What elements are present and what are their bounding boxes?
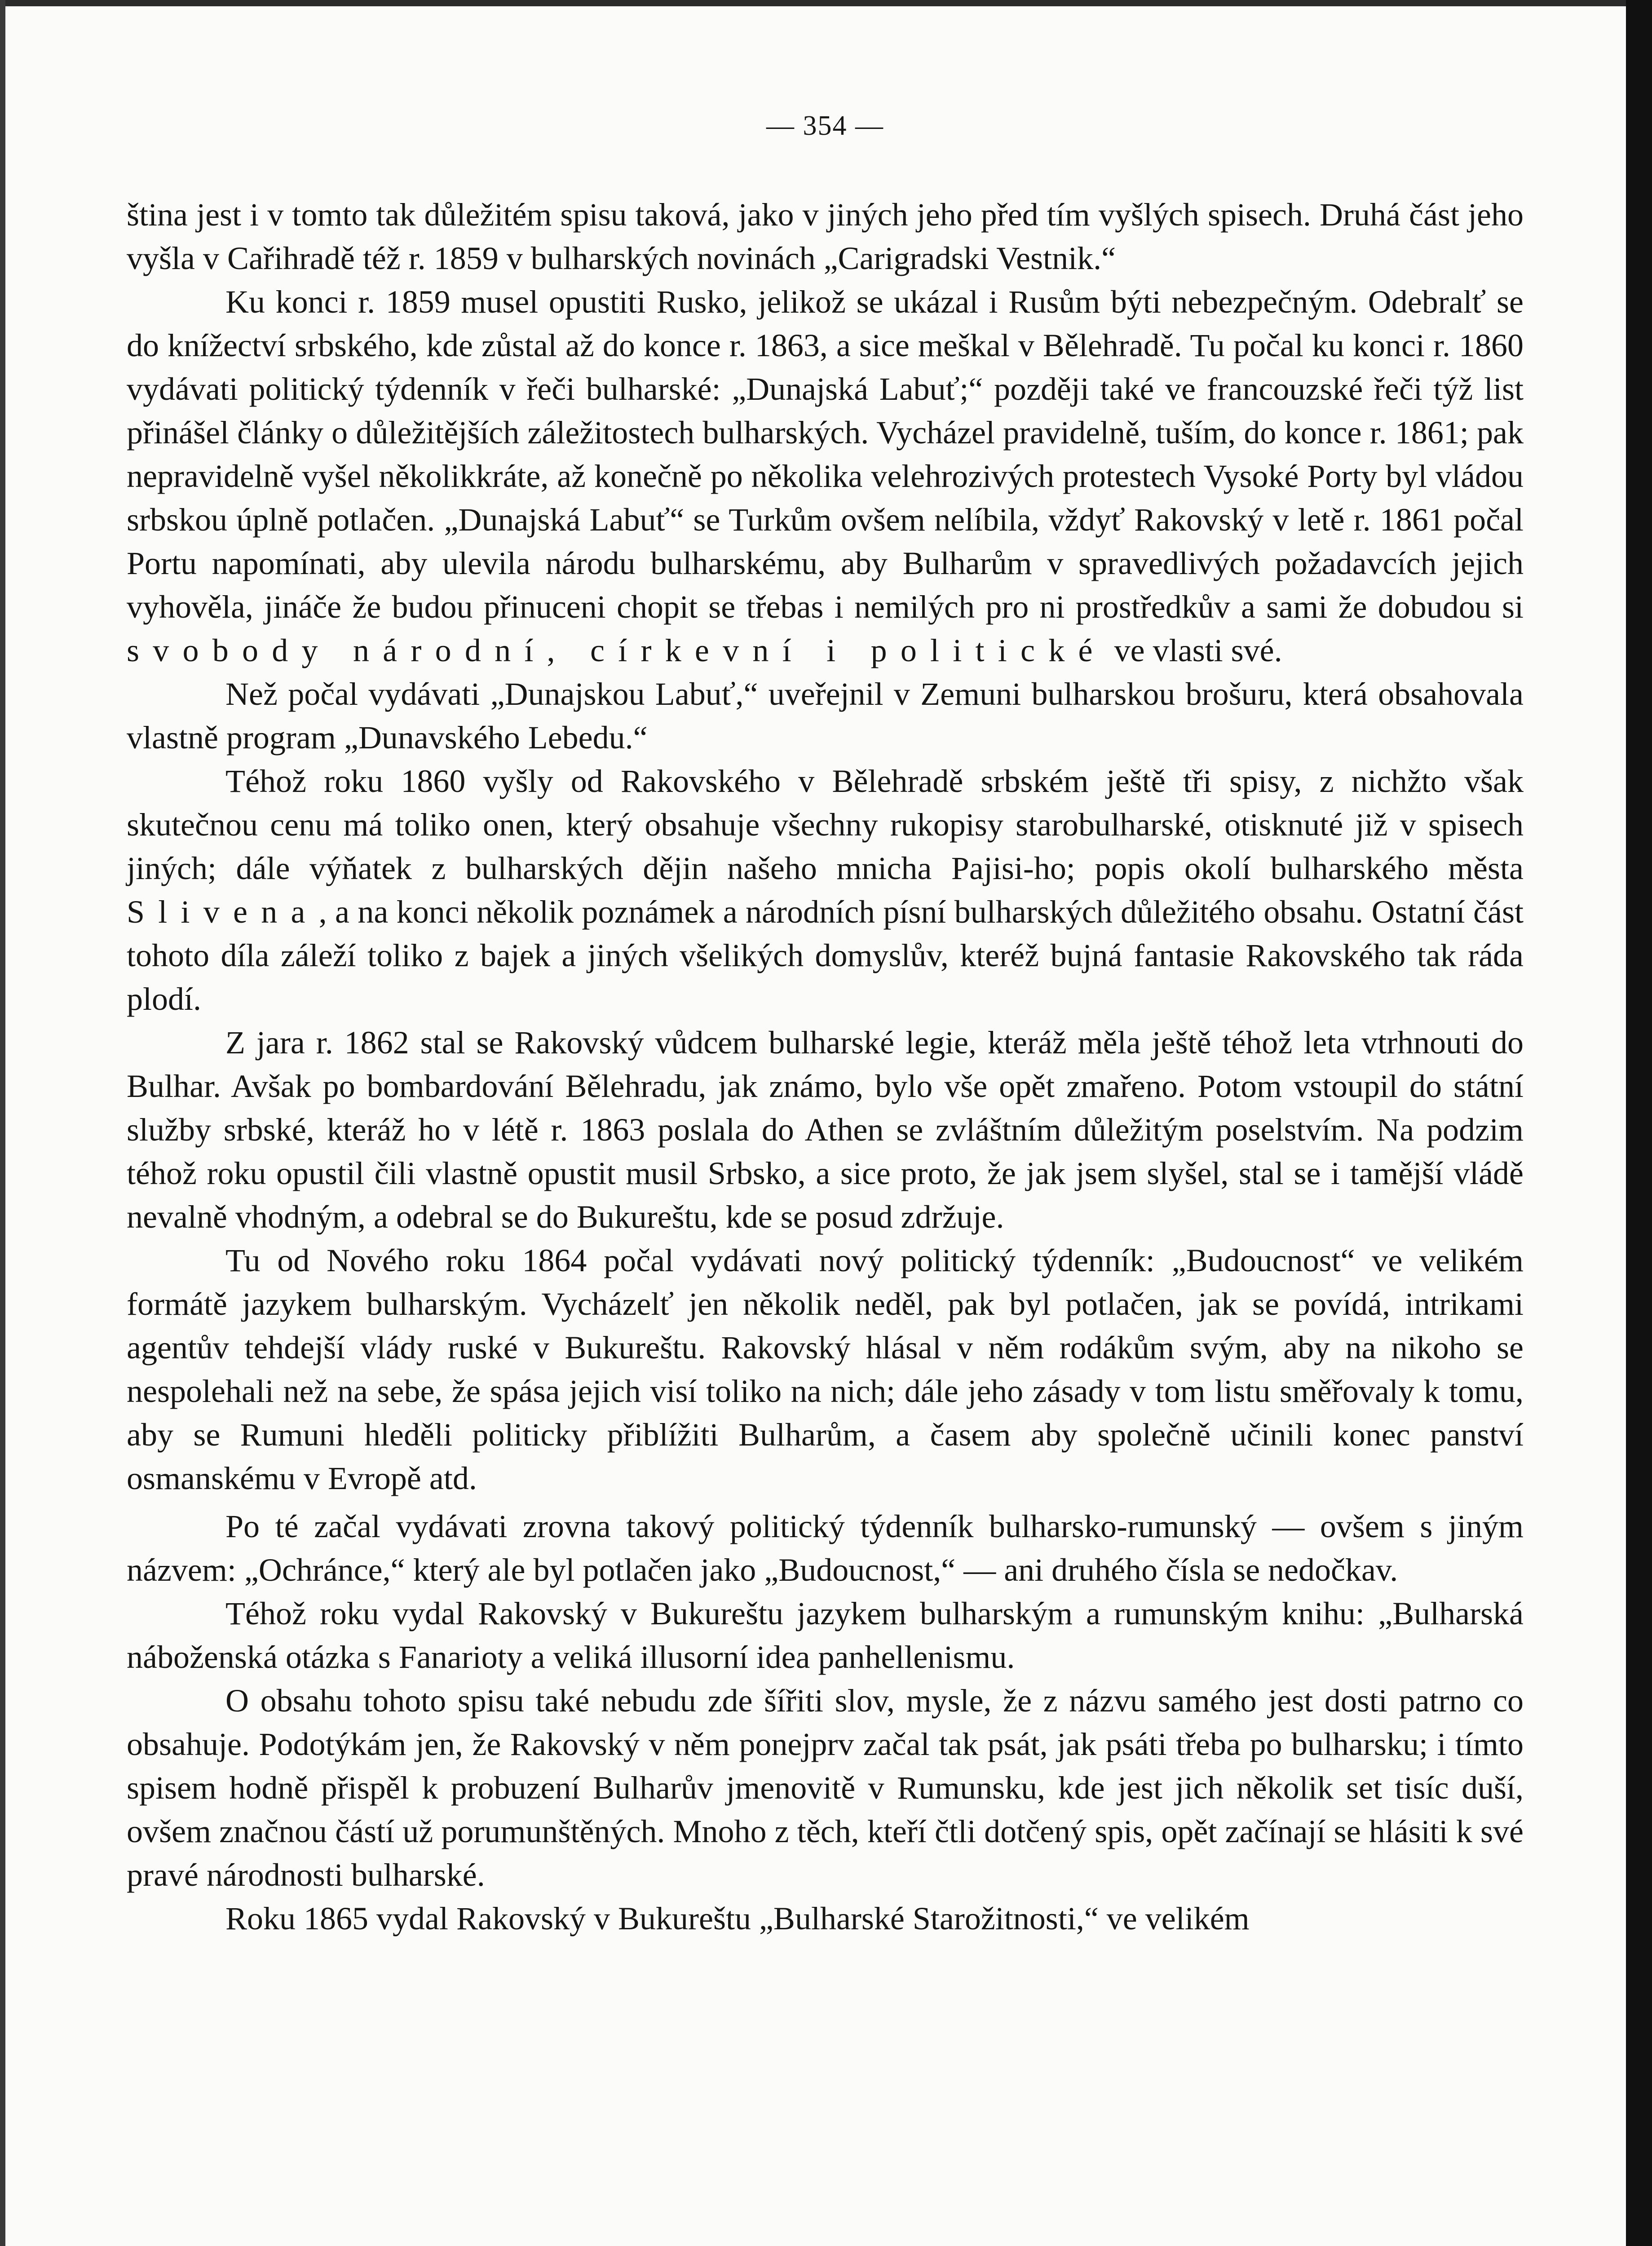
paragraph-text: , a na konci několik poznámek a národních písní bulharských důležitého obsahu. Ostatní část tohoto díla záleží toliko z bajek a jiných všelikých domyslův, kteréž bujná fantasie Rakovského tak ráda plodí. [127, 894, 1524, 1017]
scan-edge-left [0, 0, 5, 2246]
paragraph-6 [127, 1239, 1524, 1500]
paragraph-7 [127, 1505, 1524, 1592]
paragraph-8 [127, 1592, 1524, 1679]
scan-edge-top [0, 0, 1652, 6]
paragraph-text: Téhož roku vydal Rakovský v Bukureštu jazykem bulharským a rumunským knihu: „Bulharská náboženská otázka s Fanarioty a veliká illusorní idea panhellenismu. [127, 1596, 1524, 1675]
paragraph-text: ve vlasti své. [1106, 632, 1282, 668]
paragraph-text: Než počal vydávati „Dunajskou Labuť,“ uveřejnil v Zemuni bulharskou brošuru, která obsahovala vlastně program „Dunavského Lebedu.“ [127, 676, 1524, 756]
paragraph-3 [127, 672, 1524, 760]
paragraph-text: Tu od Nového roku 1864 počal vydávati nový politický týdenník: „Budoucnost“ ve velikém formátě jazykem bulharským. Vycházelť jen několik neděl, pak byl potlačen, jak se povídá, intrikami agentův tehdejší vlády ruské v Bukureštu. Rakovský hlásal v něm rodákům svým, aby na nikoho se nespolehali než na sebe, že spása jejich visí toliko na nich; dále jeho zásady v tom listu směřovaly k tomu, aby se Rumuni hleděli politicky přiblížiti Bulharům, a časem aby společně učinili konec panství osmanskému v Evropě atd. [127, 1242, 1524, 1496]
paragraph-5 [127, 1021, 1524, 1239]
page-number: — 354 — [766, 111, 884, 141]
paragraph-9 [127, 1679, 1524, 1897]
paragraph-text: Po té začal vydávati zrovna takový politický týdenník bulharsko-rumunský — ovšem s jiným názvem: „Ochránce,“ který ale byl potlačen jako „Budoucnost,“ — ani druhého čísla se nedočkav. [127, 1508, 1524, 1588]
scan-edge-right [1626, 0, 1652, 2246]
paragraph-text: Z jara r. 1862 stal se Rakovský vůdcem bulharské legie, kteráž měla ještě téhož leta vtrhnouti do Bulhar. Avšak po bombardování Bělehradu, jak známo, bylo vše opět zmařeno. Potom vstoupil do státní služby srbské, kteráž ho v létě r. 1863 poslala do Athen se zvláštním důležitým poselstvím. Na podzim téhož roku opustil čili vlastně opustit musil Srbsko, a sice proto, že jak jsem slyšel, stal se i tamější vládě nevalně vhodným, a odebral se do Bukureštu, kde se posud zdržuje. [127, 1025, 1524, 1235]
paragraph-text: Téhož roku 1860 vyšly od Rakovského v Bělehradě srbském ještě tři spisy, z nichžto však skutečnou cenu má toliko onen, který obsahuje všechny rukopisy starobulharské, otisknuté již v spisech jiných; dále výňatek z bulharských dějin našeho mnicha Pajisi-ho; popis okolí bulharského města [127, 763, 1524, 886]
paragraph-text: Ku konci r. 1859 musel opustiti Rusko, jelikož se ukázal i Rusům býti nebezpečným. Odebralť se do knížectví srbského, kde zůstal až do konce r. 1863, a sice meškal v Bělehradě. Tu počal ku konci r. 1860 vydávati politický týdenník v řeči bulharské: „Dunajská Labuť;“ později také ve francouzské řeči týž list přinášel články o důležitějších záležitostech bulharských. Vycházel pravidelně, tuším, do konce r. 1861; pak nepravidelně vyšel několikkráte, až konečně po několika velehrozivých protestech Vysoké Porty byl vládou srbskou úplně potlačen. „Dunajská Labuť“ se Turkům ovšem nelíbila, vždyť Rakovský v letě r. 1861 počal Portu napomínati, aby ulevila národu bulharskému, aby Bulharům v spravedlivých požadavcích jejich vyhověla, jináče že budou přinuceni chopit se třebas i nemilých pro ni prostředkův a sami že dobudou si [127, 284, 1524, 625]
paragraph-text: ština jest i v tomto tak důležitém spisu taková, jako v jiných jeho před tím vyšlých spisech. Druhá část jeho vyšla v Cařihradě též r. 1859 v bulharských novinách „Carigradski Vestnik.“ [127, 197, 1524, 276]
spaced-emphasis-text: svobody národní, církevní i politické [127, 632, 1106, 668]
paragraph-4 [127, 760, 1524, 1021]
paragraph-text: Roku 1865 vydal Rakovský v Bukureštu „Bulharské Starožitnosti,“ ve velikém [225, 1901, 1250, 1937]
page-content [127, 108, 1524, 1941]
paragraph-10 [127, 1897, 1524, 1941]
body-text [127, 193, 1524, 1941]
paragraph-text: O obsahu tohoto spisu také nebudu zde šířiti slov, mysle, že z názvu samého jest dosti patrno co obsahuje. Podotýkám jen, že Rakovský v něm ponejprv začal tak psát, jak psáti třeba po bulharsku; i tímto spisem hodně přispěl k probuzení Bulharův jmenovitě v Rumunsku, kde jest jich několik set tisíc duší, ovšem značnou částí už porumunštěných. Mnoho z těch, kteří čtli dotčený spis, opět začínají se hlásiti k své pravé národnosti bulharské. [127, 1683, 1524, 1893]
spaced-emphasis-text: Slivena [127, 894, 319, 930]
paragraph-1 [127, 193, 1524, 280]
paragraph-2 [127, 280, 1524, 672]
